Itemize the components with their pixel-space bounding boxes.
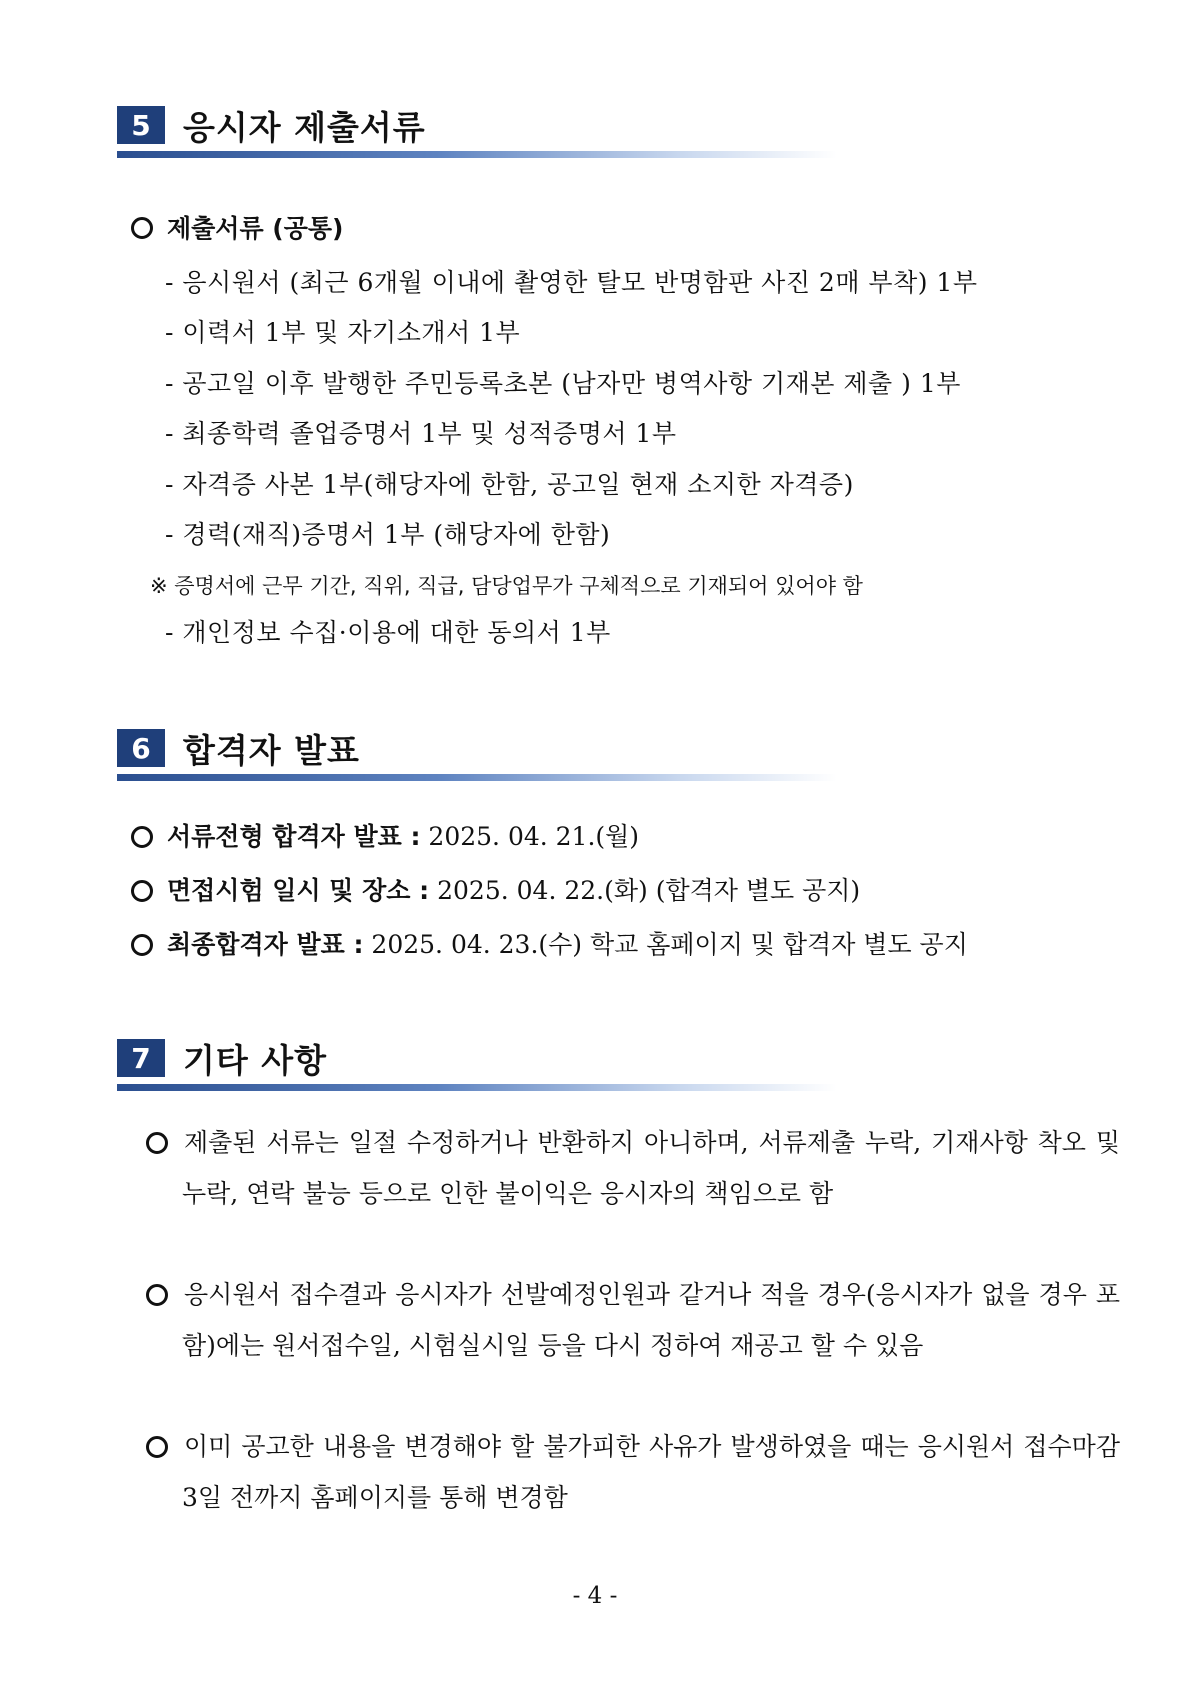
announcement-item	[131, 817, 639, 853]
list-item: - 이력서 1부 및 자기소개서 1부	[165, 318, 521, 347]
announcement-label: 최종합격자 발표 :	[167, 930, 364, 959]
list-item: - 자격증 사본 1부(해당자에 한함, 공고일 현재 소지한 자격증)	[165, 470, 854, 499]
section-7-title: 기타 사항	[183, 1040, 328, 1080]
section-7-number: 7	[117, 1039, 165, 1077]
page-number: - 4 -	[572, 1583, 618, 1609]
section-6-bar	[117, 774, 837, 781]
announcement-value: 2025. 04. 23.(수) 학교 홈페이지 및 합격자 별도 공지	[371, 930, 968, 959]
section-5-bar	[117, 151, 837, 158]
section-5-heading	[131, 209, 343, 245]
list-item-text: 제출된 서류는 일절 수정하거나 반환하지 아니하며, 서류제출 누락, 기재사항 착오 및 누락, 연락 불능 등으로 인한 불이익은 응시자의 책임으로 함	[182, 1128, 1120, 1208]
list-item-body	[146, 1421, 1120, 1523]
circle-bullet-icon	[131, 217, 153, 239]
list-item-body	[146, 1117, 1120, 1219]
announcement-item	[131, 871, 860, 907]
section-6-title: 합격자 발표	[183, 730, 360, 770]
list-item: - 응시원서 (최근 6개월 이내에 촬영한 탈모 반명함판 사진 2매 부착) 1부	[165, 268, 978, 297]
list-item-text: 이미 공고한 내용을 변경해야 할 불가피한 사유가 발생하였을 때는 응시원서 접수마감 3일 전까지 홈페이지를 통해 변경함	[182, 1432, 1120, 1512]
announcement-value: 2025. 04. 22.(화) (합격자 별도 공지)	[437, 876, 861, 905]
section-5-number: 5	[117, 106, 165, 144]
section-7-header	[117, 1038, 837, 1078]
circle-bullet-icon	[131, 934, 153, 956]
announcement-label: 면접시험 일시 및 장소 :	[167, 876, 430, 905]
section-5-heading-text: 제출서류 (공통)	[167, 214, 344, 243]
list-item: - 경력(재직)증명서 1부 (해당자에 한함)	[165, 520, 611, 549]
list-item: - 공고일 이후 발행한 주민등록초본 (남자만 병역사항 기재본 제출 ) 1부	[165, 369, 961, 398]
section-6-header	[117, 728, 837, 768]
list-item: - 개인정보 수집·이용에 대한 동의서 1부	[165, 618, 611, 647]
circle-bullet-icon	[146, 1436, 168, 1458]
circle-bullet-icon	[146, 1132, 168, 1154]
section-5-header	[117, 105, 837, 145]
circle-bullet-icon	[131, 880, 153, 902]
section-6-number: 6	[117, 729, 165, 767]
section-7-bar	[117, 1084, 837, 1091]
note: ※ 증명서에 근무 기간, 직위, 직급, 담당업무가 구체적으로 기재되어 있어야 함	[150, 574, 863, 598]
section-5	[117, 105, 837, 158]
announcement-value: 2025. 04. 21.(월)	[428, 822, 640, 851]
section-7	[117, 1038, 837, 1091]
list-item-body	[146, 1269, 1120, 1371]
section-6	[117, 728, 837, 781]
circle-bullet-icon	[146, 1284, 168, 1306]
list-item-text: 응시원서 접수결과 응시자가 선발예정인원과 같거나 적을 경우(응시자가 없을 경우 포함)에는 원서접수일, 시험실시일 등을 다시 정하여 재공고 할 수 있음	[182, 1280, 1120, 1360]
list-item: - 최종학력 졸업증명서 1부 및 성적증명서 1부	[165, 419, 677, 448]
circle-bullet-icon	[131, 826, 153, 848]
section-5-title: 응시자 제출서류	[183, 107, 426, 147]
announcement-label: 서류전형 합격자 발표 :	[167, 822, 421, 851]
announcement-item	[131, 925, 968, 961]
